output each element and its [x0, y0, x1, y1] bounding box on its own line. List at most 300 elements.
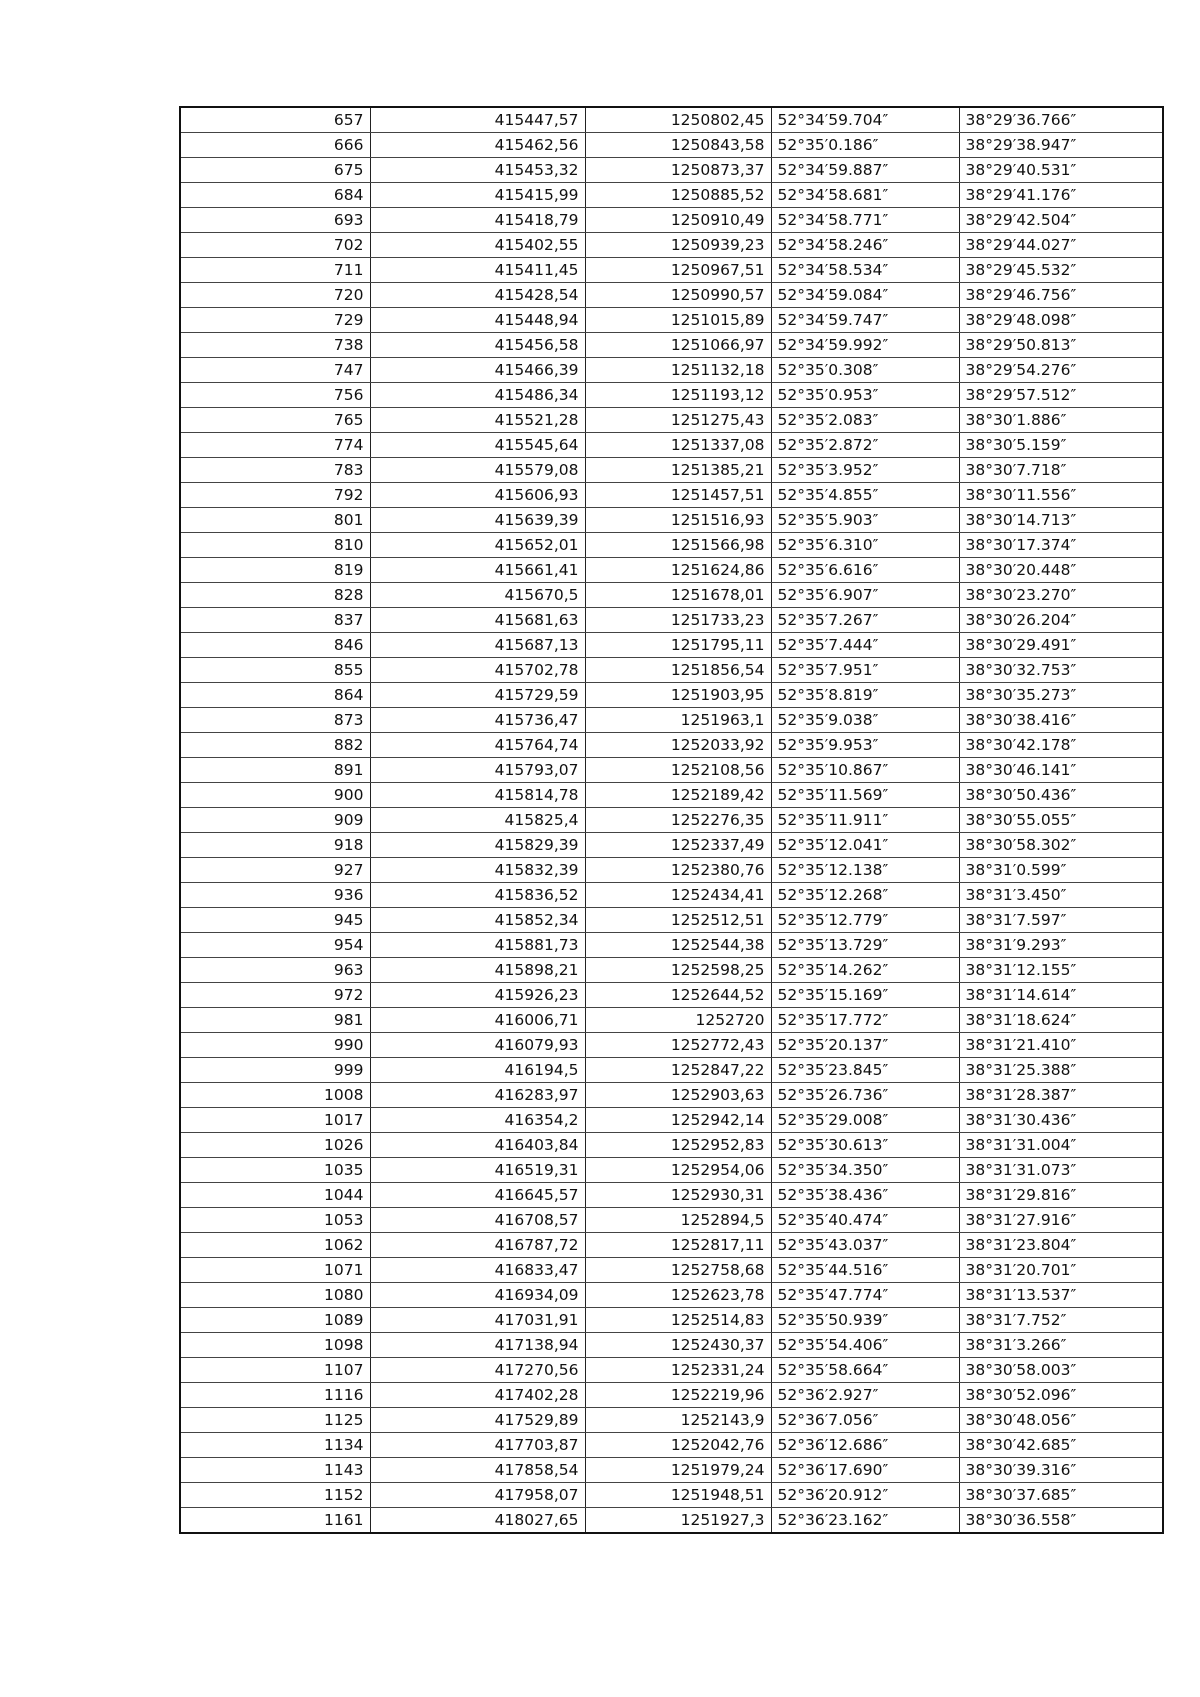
latitude-cell: 52°35′30.613″: [771, 1133, 959, 1158]
point-number-cell: 1134: [180, 1433, 370, 1458]
x-coordinate-cell: 415670,5: [370, 583, 585, 608]
longitude-cell: 38°30′42.178″: [959, 733, 1163, 758]
y-coordinate-cell: 1251856,54: [585, 658, 771, 683]
y-coordinate-cell: 1250967,51: [585, 258, 771, 283]
longitude-cell: 38°31′0.599″: [959, 858, 1163, 883]
x-coordinate-cell: 416645,57: [370, 1183, 585, 1208]
x-coordinate-cell: 415898,21: [370, 958, 585, 983]
latitude-cell: 52°35′9.038″: [771, 708, 959, 733]
table-row: [180, 733, 1163, 758]
table-row: [180, 308, 1163, 333]
latitude-cell: 52°35′3.952″: [771, 458, 959, 483]
point-number-cell: 1071: [180, 1258, 370, 1283]
table-row: [180, 1083, 1163, 1108]
longitude-cell: 38°30′48.056″: [959, 1408, 1163, 1433]
point-number-cell: 693: [180, 208, 370, 233]
y-coordinate-cell: 1251193,12: [585, 383, 771, 408]
y-coordinate-cell: 1250843,58: [585, 133, 771, 158]
x-coordinate-cell: 416354,2: [370, 1108, 585, 1133]
latitude-cell: 52°35′0.186″: [771, 133, 959, 158]
latitude-cell: 52°35′9.953″: [771, 733, 959, 758]
table-row: [180, 708, 1163, 733]
point-number-cell: 1116: [180, 1383, 370, 1408]
y-coordinate-cell: 1251457,51: [585, 483, 771, 508]
longitude-cell: 38°30′14.713″: [959, 508, 1163, 533]
x-coordinate-cell: 415579,08: [370, 458, 585, 483]
table-row: [180, 1208, 1163, 1233]
x-coordinate-cell: 415606,93: [370, 483, 585, 508]
point-number-cell: 927: [180, 858, 370, 883]
x-coordinate-cell: 415448,94: [370, 308, 585, 333]
longitude-cell: 38°29′36.766″: [959, 107, 1163, 133]
point-number-cell: 729: [180, 308, 370, 333]
point-number-cell: 855: [180, 658, 370, 683]
point-number-cell: 828: [180, 583, 370, 608]
y-coordinate-cell: 1251963,1: [585, 708, 771, 733]
y-coordinate-cell: 1251903,95: [585, 683, 771, 708]
longitude-cell: 38°31′28.387″: [959, 1083, 1163, 1108]
point-number-cell: 909: [180, 808, 370, 833]
longitude-cell: 38°29′42.504″: [959, 208, 1163, 233]
x-coordinate-cell: 415453,32: [370, 158, 585, 183]
latitude-cell: 52°34′58.681″: [771, 183, 959, 208]
longitude-cell: 38°31′27.916″: [959, 1208, 1163, 1233]
longitude-cell: 38°29′48.098″: [959, 308, 1163, 333]
table-row: [180, 458, 1163, 483]
table-row: [180, 558, 1163, 583]
point-number-cell: 999: [180, 1058, 370, 1083]
latitude-cell: 52°36′17.690″: [771, 1458, 959, 1483]
longitude-cell: 38°30′32.753″: [959, 658, 1163, 683]
latitude-cell: 52°35′43.037″: [771, 1233, 959, 1258]
longitude-cell: 38°30′23.270″: [959, 583, 1163, 608]
latitude-cell: 52°35′6.616″: [771, 558, 959, 583]
table-row: [180, 1283, 1163, 1308]
point-number-cell: 900: [180, 783, 370, 808]
x-coordinate-cell: 417402,28: [370, 1383, 585, 1408]
longitude-cell: 38°30′1.886″: [959, 408, 1163, 433]
x-coordinate-cell: 416079,93: [370, 1033, 585, 1058]
longitude-cell: 38°29′40.531″: [959, 158, 1163, 183]
y-coordinate-cell: 1252930,31: [585, 1183, 771, 1208]
x-coordinate-cell: 415852,34: [370, 908, 585, 933]
table-row: [180, 758, 1163, 783]
latitude-cell: 52°35′5.903″: [771, 508, 959, 533]
latitude-cell: 52°34′59.704″: [771, 107, 959, 133]
point-number-cell: 945: [180, 908, 370, 933]
y-coordinate-cell: 1252817,11: [585, 1233, 771, 1258]
table-row: [180, 958, 1163, 983]
latitude-cell: 52°35′11.911″: [771, 808, 959, 833]
latitude-cell: 52°35′54.406″: [771, 1333, 959, 1358]
latitude-cell: 52°35′40.474″: [771, 1208, 959, 1233]
latitude-cell: 52°35′12.779″: [771, 908, 959, 933]
x-coordinate-cell: 415402,55: [370, 233, 585, 258]
point-number-cell: 1044: [180, 1183, 370, 1208]
longitude-cell: 38°30′20.448″: [959, 558, 1163, 583]
x-coordinate-cell: 415545,64: [370, 433, 585, 458]
table-row: [180, 258, 1163, 283]
table-row: [180, 1108, 1163, 1133]
point-number-cell: 1143: [180, 1458, 370, 1483]
x-coordinate-cell: 415764,74: [370, 733, 585, 758]
latitude-cell: 52°34′58.534″: [771, 258, 959, 283]
x-coordinate-cell: 415793,07: [370, 758, 585, 783]
y-coordinate-cell: 1250885,52: [585, 183, 771, 208]
point-number-cell: 738: [180, 333, 370, 358]
x-coordinate-cell: 415456,58: [370, 333, 585, 358]
latitude-cell: 52°36′12.686″: [771, 1433, 959, 1458]
longitude-cell: 38°31′7.597″: [959, 908, 1163, 933]
table-row: [180, 233, 1163, 258]
table-row: [180, 883, 1163, 908]
longitude-cell: 38°29′46.756″: [959, 283, 1163, 308]
x-coordinate-cell: 415521,28: [370, 408, 585, 433]
latitude-cell: 52°35′11.569″: [771, 783, 959, 808]
latitude-cell: 52°35′10.867″: [771, 758, 959, 783]
y-coordinate-cell: 1250910,49: [585, 208, 771, 233]
point-number-cell: 747: [180, 358, 370, 383]
point-number-cell: 1125: [180, 1408, 370, 1433]
point-number-cell: 1080: [180, 1283, 370, 1308]
y-coordinate-cell: 1251566,98: [585, 533, 771, 558]
longitude-cell: 38°29′57.512″: [959, 383, 1163, 408]
longitude-cell: 38°30′46.141″: [959, 758, 1163, 783]
table-row: [180, 1008, 1163, 1033]
x-coordinate-cell: 415836,52: [370, 883, 585, 908]
table-row: [180, 1333, 1163, 1358]
table-row: [180, 408, 1163, 433]
table-row: [180, 1408, 1163, 1433]
latitude-cell: 52°34′58.246″: [771, 233, 959, 258]
longitude-cell: 38°29′54.276″: [959, 358, 1163, 383]
longitude-cell: 38°31′31.004″: [959, 1133, 1163, 1158]
longitude-cell: 38°30′36.558″: [959, 1508, 1163, 1534]
longitude-cell: 38°30′35.273″: [959, 683, 1163, 708]
table-row: [180, 1158, 1163, 1183]
table-row: [180, 783, 1163, 808]
longitude-cell: 38°31′3.450″: [959, 883, 1163, 908]
x-coordinate-cell: 415418,79: [370, 208, 585, 233]
point-number-cell: 1053: [180, 1208, 370, 1233]
table-row: [180, 1508, 1163, 1534]
latitude-cell: 52°35′7.951″: [771, 658, 959, 683]
point-number-cell: 801: [180, 508, 370, 533]
y-coordinate-cell: 1252598,25: [585, 958, 771, 983]
latitude-cell: 52°35′50.939″: [771, 1308, 959, 1333]
longitude-cell: 38°31′25.388″: [959, 1058, 1163, 1083]
table-row: [180, 1308, 1163, 1333]
y-coordinate-cell: 1250802,45: [585, 107, 771, 133]
x-coordinate-cell: 415462,56: [370, 133, 585, 158]
x-coordinate-cell: 417270,56: [370, 1358, 585, 1383]
latitude-cell: 52°35′0.953″: [771, 383, 959, 408]
longitude-cell: 38°30′5.159″: [959, 433, 1163, 458]
y-coordinate-cell: 1252276,35: [585, 808, 771, 833]
point-number-cell: 891: [180, 758, 370, 783]
x-coordinate-cell: 417138,94: [370, 1333, 585, 1358]
latitude-cell: 52°35′47.774″: [771, 1283, 959, 1308]
y-coordinate-cell: 1250873,37: [585, 158, 771, 183]
latitude-cell: 52°36′7.056″: [771, 1408, 959, 1433]
y-coordinate-cell: 1252758,68: [585, 1258, 771, 1283]
longitude-cell: 38°29′38.947″: [959, 133, 1163, 158]
latitude-cell: 52°36′2.927″: [771, 1383, 959, 1408]
table-row: [180, 133, 1163, 158]
table-row: [180, 983, 1163, 1008]
longitude-cell: 38°30′7.718″: [959, 458, 1163, 483]
point-number-cell: 1062: [180, 1233, 370, 1258]
point-number-cell: 1026: [180, 1133, 370, 1158]
y-coordinate-cell: 1252544,38: [585, 933, 771, 958]
point-number-cell: 720: [180, 283, 370, 308]
longitude-cell: 38°31′31.073″: [959, 1158, 1163, 1183]
point-number-cell: 936: [180, 883, 370, 908]
y-coordinate-cell: 1251275,43: [585, 408, 771, 433]
y-coordinate-cell: 1251132,18: [585, 358, 771, 383]
x-coordinate-cell: 415415,99: [370, 183, 585, 208]
longitude-cell: 38°29′45.532″: [959, 258, 1163, 283]
table-row: [180, 833, 1163, 858]
x-coordinate-cell: 415428,54: [370, 283, 585, 308]
table-row: [180, 1133, 1163, 1158]
x-coordinate-cell: 417703,87: [370, 1433, 585, 1458]
longitude-cell: 38°30′11.556″: [959, 483, 1163, 508]
x-coordinate-cell: 418027,65: [370, 1508, 585, 1534]
longitude-cell: 38°31′7.752″: [959, 1308, 1163, 1333]
point-number-cell: 675: [180, 158, 370, 183]
latitude-cell: 52°35′20.137″: [771, 1033, 959, 1058]
point-number-cell: 1107: [180, 1358, 370, 1383]
table-row: [180, 1433, 1163, 1458]
latitude-cell: 52°34′59.747″: [771, 308, 959, 333]
table-row: [180, 333, 1163, 358]
point-number-cell: 1008: [180, 1083, 370, 1108]
latitude-cell: 52°35′0.308″: [771, 358, 959, 383]
point-number-cell: 882: [180, 733, 370, 758]
table-row: [180, 683, 1163, 708]
x-coordinate-cell: 415661,41: [370, 558, 585, 583]
y-coordinate-cell: 1250939,23: [585, 233, 771, 258]
x-coordinate-cell: 415829,39: [370, 833, 585, 858]
x-coordinate-cell: 415681,63: [370, 608, 585, 633]
x-coordinate-cell: 417858,54: [370, 1458, 585, 1483]
x-coordinate-cell: 416194,5: [370, 1058, 585, 1083]
x-coordinate-cell: 415926,23: [370, 983, 585, 1008]
y-coordinate-cell: 1252894,5: [585, 1208, 771, 1233]
latitude-cell: 52°34′59.084″: [771, 283, 959, 308]
table-row: [180, 208, 1163, 233]
longitude-cell: 38°30′26.204″: [959, 608, 1163, 633]
table-row: [180, 183, 1163, 208]
y-coordinate-cell: 1251337,08: [585, 433, 771, 458]
y-coordinate-cell: 1252772,43: [585, 1033, 771, 1058]
longitude-cell: 38°30′38.416″: [959, 708, 1163, 733]
point-number-cell: 1035: [180, 1158, 370, 1183]
table-row: [180, 1183, 1163, 1208]
y-coordinate-cell: 1251516,93: [585, 508, 771, 533]
x-coordinate-cell: 415639,39: [370, 508, 585, 533]
longitude-cell: 38°30′58.003″: [959, 1358, 1163, 1383]
table-row: [180, 1033, 1163, 1058]
y-coordinate-cell: 1252952,83: [585, 1133, 771, 1158]
y-coordinate-cell: 1252042,76: [585, 1433, 771, 1458]
point-number-cell: 990: [180, 1033, 370, 1058]
table-row: [180, 933, 1163, 958]
point-number-cell: 657: [180, 107, 370, 133]
latitude-cell: 52°34′58.771″: [771, 208, 959, 233]
table-row: [180, 658, 1163, 683]
table-row: [180, 858, 1163, 883]
latitude-cell: 52°35′12.268″: [771, 883, 959, 908]
longitude-cell: 38°30′17.374″: [959, 533, 1163, 558]
point-number-cell: 954: [180, 933, 370, 958]
x-coordinate-cell: 415466,39: [370, 358, 585, 383]
y-coordinate-cell: 1252512,51: [585, 908, 771, 933]
point-number-cell: 711: [180, 258, 370, 283]
x-coordinate-cell: 416833,47: [370, 1258, 585, 1283]
x-coordinate-cell: 417958,07: [370, 1483, 585, 1508]
y-coordinate-cell: 1251624,86: [585, 558, 771, 583]
y-coordinate-cell: 1251733,23: [585, 608, 771, 633]
y-coordinate-cell: 1251948,51: [585, 1483, 771, 1508]
y-coordinate-cell: 1252033,92: [585, 733, 771, 758]
y-coordinate-cell: 1252380,76: [585, 858, 771, 883]
y-coordinate-cell: 1251066,97: [585, 333, 771, 358]
table-row: [180, 1458, 1163, 1483]
x-coordinate-cell: 415736,47: [370, 708, 585, 733]
point-number-cell: 1098: [180, 1333, 370, 1358]
latitude-cell: 52°35′13.729″: [771, 933, 959, 958]
latitude-cell: 52°35′14.262″: [771, 958, 959, 983]
longitude-cell: 38°31′30.436″: [959, 1108, 1163, 1133]
x-coordinate-cell: 417031,91: [370, 1308, 585, 1333]
y-coordinate-cell: 1252720: [585, 1008, 771, 1033]
longitude-cell: 38°31′12.155″: [959, 958, 1163, 983]
y-coordinate-cell: 1251678,01: [585, 583, 771, 608]
table-row: [180, 1483, 1163, 1508]
x-coordinate-cell: 416708,57: [370, 1208, 585, 1233]
table-row: [180, 158, 1163, 183]
latitude-cell: 52°35′23.845″: [771, 1058, 959, 1083]
latitude-cell: 52°35′34.350″: [771, 1158, 959, 1183]
latitude-cell: 52°35′44.516″: [771, 1258, 959, 1283]
table-row: [180, 358, 1163, 383]
x-coordinate-cell: 415411,45: [370, 258, 585, 283]
latitude-cell: 52°35′8.819″: [771, 683, 959, 708]
latitude-cell: 52°35′12.138″: [771, 858, 959, 883]
table-row: [180, 1233, 1163, 1258]
longitude-cell: 38°31′23.804″: [959, 1233, 1163, 1258]
point-number-cell: 792: [180, 483, 370, 508]
latitude-cell: 52°36′23.162″: [771, 1508, 959, 1534]
longitude-cell: 38°29′41.176″: [959, 183, 1163, 208]
x-coordinate-cell: 416403,84: [370, 1133, 585, 1158]
table-row: [180, 533, 1163, 558]
latitude-cell: 52°35′2.872″: [771, 433, 959, 458]
y-coordinate-cell: 1252108,56: [585, 758, 771, 783]
latitude-cell: 52°35′38.436″: [771, 1183, 959, 1208]
longitude-cell: 38°31′20.701″: [959, 1258, 1163, 1283]
y-coordinate-cell: 1252189,42: [585, 783, 771, 808]
y-coordinate-cell: 1252219,96: [585, 1383, 771, 1408]
point-number-cell: 972: [180, 983, 370, 1008]
latitude-cell: 52°36′20.912″: [771, 1483, 959, 1508]
latitude-cell: 52°34′59.887″: [771, 158, 959, 183]
point-number-cell: 765: [180, 408, 370, 433]
point-number-cell: 756: [180, 383, 370, 408]
x-coordinate-cell: 415702,78: [370, 658, 585, 683]
point-number-cell: 963: [180, 958, 370, 983]
latitude-cell: 52°35′6.907″: [771, 583, 959, 608]
table-row: [180, 1258, 1163, 1283]
longitude-cell: 38°31′13.537″: [959, 1283, 1163, 1308]
longitude-cell: 38°31′21.410″: [959, 1033, 1163, 1058]
coordinates-table-body: [180, 107, 1163, 1533]
y-coordinate-cell: 1251015,89: [585, 308, 771, 333]
longitude-cell: 38°31′3.266″: [959, 1333, 1163, 1358]
x-coordinate-cell: 415486,34: [370, 383, 585, 408]
point-number-cell: 846: [180, 633, 370, 658]
point-number-cell: 918: [180, 833, 370, 858]
y-coordinate-cell: 1252644,52: [585, 983, 771, 1008]
y-coordinate-cell: 1252331,24: [585, 1358, 771, 1383]
point-number-cell: 1017: [180, 1108, 370, 1133]
latitude-cell: 52°35′7.444″: [771, 633, 959, 658]
y-coordinate-cell: 1252942,14: [585, 1108, 771, 1133]
x-coordinate-cell: 415814,78: [370, 783, 585, 808]
y-coordinate-cell: 1252337,49: [585, 833, 771, 858]
table-row: [180, 908, 1163, 933]
longitude-cell: 38°29′50.813″: [959, 333, 1163, 358]
table-row: [180, 608, 1163, 633]
latitude-cell: 52°35′2.083″: [771, 408, 959, 433]
point-number-cell: 1089: [180, 1308, 370, 1333]
point-number-cell: 810: [180, 533, 370, 558]
x-coordinate-cell: 416787,72: [370, 1233, 585, 1258]
latitude-cell: 52°35′58.664″: [771, 1358, 959, 1383]
x-coordinate-cell: 415881,73: [370, 933, 585, 958]
table-row: [180, 1358, 1163, 1383]
point-number-cell: 1152: [180, 1483, 370, 1508]
point-number-cell: 873: [180, 708, 370, 733]
point-number-cell: 819: [180, 558, 370, 583]
y-coordinate-cell: 1252954,06: [585, 1158, 771, 1183]
longitude-cell: 38°30′50.436″: [959, 783, 1163, 808]
table-row: [180, 508, 1163, 533]
x-coordinate-cell: 415832,39: [370, 858, 585, 883]
coordinates-table: [179, 106, 1164, 1534]
table-row: [180, 808, 1163, 833]
longitude-cell: 38°30′55.055″: [959, 808, 1163, 833]
y-coordinate-cell: 1252903,63: [585, 1083, 771, 1108]
x-coordinate-cell: 416519,31: [370, 1158, 585, 1183]
y-coordinate-cell: 1252623,78: [585, 1283, 771, 1308]
table-row: [180, 583, 1163, 608]
table-row: [180, 433, 1163, 458]
x-coordinate-cell: 416006,71: [370, 1008, 585, 1033]
x-coordinate-cell: 416283,97: [370, 1083, 585, 1108]
point-number-cell: 774: [180, 433, 370, 458]
latitude-cell: 52°35′7.267″: [771, 608, 959, 633]
point-number-cell: 981: [180, 1008, 370, 1033]
x-coordinate-cell: 415687,13: [370, 633, 585, 658]
x-coordinate-cell: 415729,59: [370, 683, 585, 708]
longitude-cell: 38°31′14.614″: [959, 983, 1163, 1008]
latitude-cell: 52°34′59.992″: [771, 333, 959, 358]
point-number-cell: 684: [180, 183, 370, 208]
longitude-cell: 38°29′44.027″: [959, 233, 1163, 258]
